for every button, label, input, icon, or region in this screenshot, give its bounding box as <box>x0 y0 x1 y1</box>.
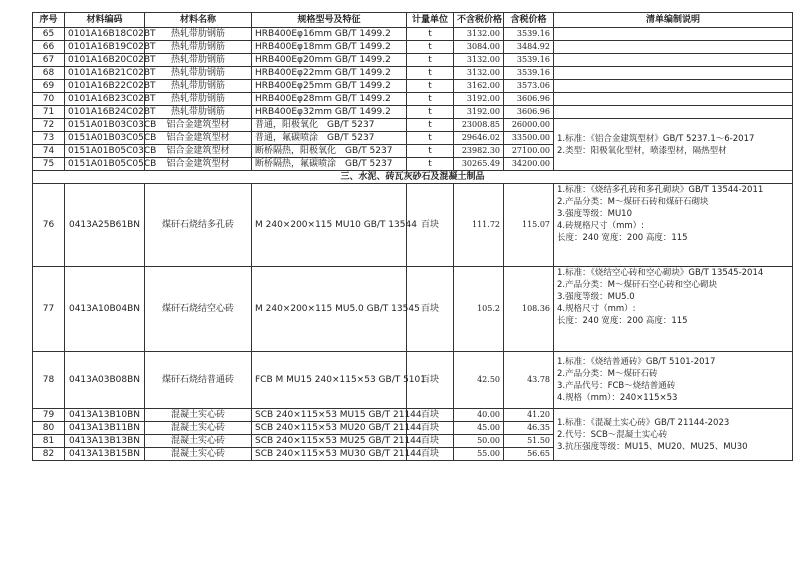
material-code: 0413A13B15BN <box>65 448 145 461</box>
price-inc-tax: 3539.16 <box>504 54 554 67</box>
unit-cell: 百块 <box>407 267 454 352</box>
note-line: 长度：240 宽度：200 高度：115 <box>557 233 688 243</box>
material-code: 0101A16B18C02BT <box>65 28 145 41</box>
material-name: 煤矸石烧结普通砖 <box>145 352 252 409</box>
section-title-row <box>33 171 793 184</box>
header-notes: 清单编制说明 <box>554 13 793 28</box>
table-row <box>33 409 793 422</box>
material-code: 0413A10B04BN <box>65 267 145 352</box>
material-code: 0413A03B08BN <box>65 352 145 409</box>
price-ex-tax: 42.50 <box>454 352 504 409</box>
unit-cell: 百块 <box>407 435 454 448</box>
material-name: 混凝土实心砖 <box>145 409 252 422</box>
note-line: 4.规格尺寸（mm）: <box>557 304 636 314</box>
material-name: 铝合金建筑型材 <box>145 145 252 158</box>
row-number: 74 <box>33 145 65 158</box>
notes-cell <box>554 184 793 267</box>
row-number: 65 <box>33 28 65 41</box>
spec-cell: HRB400Eφ20mm GB/T 1499.2 <box>252 54 407 67</box>
material-code: 0101A16B23C02BT <box>65 93 145 106</box>
spec-cell: M 240×200×115 MU5.0 GB/T 13545 <box>252 267 407 352</box>
header-price-ex-tax: 不含税价格 <box>454 13 504 28</box>
material-name: 铝合金建筑型材 <box>145 119 252 132</box>
material-name: 煤矸石烧结多孔砖 <box>145 184 252 267</box>
spec-cell: HRB400Eφ16mm GB/T 1499.2 <box>252 28 407 41</box>
material-code: 0101A16B21C02BT <box>65 67 145 80</box>
price-inc-tax: 56.65 <box>504 448 554 461</box>
material-code: 0101A16B22C02BT <box>65 80 145 93</box>
price-inc-tax: 26000.00 <box>504 119 554 132</box>
note-line: 2.代号：SCB～混凝土实心砖 <box>557 429 668 440</box>
material-name: 铝合金建筑型材 <box>145 158 252 171</box>
unit-cell: t <box>407 119 454 132</box>
row-number: 73 <box>33 132 65 145</box>
price-inc-tax: 41.20 <box>504 409 554 422</box>
material-code: 0101A16B19C02BT <box>65 41 145 54</box>
price-inc-tax: 33500.00 <box>504 132 554 145</box>
material-name: 热轧带肋钢筋 <box>145 106 252 119</box>
price-ex-tax: 111.72 <box>454 184 504 267</box>
unit-cell: t <box>407 132 454 145</box>
note-line: 2.产品分类：M～煤矸石空心砖和空心砌块 <box>557 280 717 290</box>
row-number: 80 <box>33 422 65 435</box>
material-code: 0413A13B13BN <box>65 435 145 448</box>
note-line: 4.砖规格尺寸（mm）: <box>557 221 645 231</box>
price-ex-tax: 3192.00 <box>454 106 504 119</box>
spec-cell: HRB400Eφ22mm GB/T 1499.2 <box>252 67 407 80</box>
spec-cell: HRB400Eφ32mm GB/T 1499.2 <box>252 106 407 119</box>
price-ex-tax: 3132.00 <box>454 67 504 80</box>
unit-cell: t <box>407 158 454 171</box>
material-code: 0151A01B05C03CB <box>65 145 145 158</box>
price-ex-tax: 23982.30 <box>454 145 504 158</box>
unit-cell: t <box>407 145 454 158</box>
price-inc-tax: 3606.96 <box>504 93 554 106</box>
notes-cell <box>554 119 793 171</box>
note-line: 1.标准：《铝合金建筑型材》GB/T 5237.1～6-2017 <box>557 133 755 144</box>
row-number: 70 <box>33 93 65 106</box>
row-number: 66 <box>33 41 65 54</box>
price-inc-tax: 46.35 <box>504 422 554 435</box>
material-code: 0413A25B61BN <box>65 184 145 267</box>
table-row <box>33 80 793 93</box>
spec-cell: 断桥隔热，氟碳喷涂 GB/T 5237 <box>252 158 407 171</box>
price-inc-tax: 3484.92 <box>504 41 554 54</box>
table-row <box>33 54 793 67</box>
price-ex-tax: 3132.00 <box>454 28 504 41</box>
row-number: 71 <box>33 106 65 119</box>
material-name: 铝合金建筑型材 <box>145 132 252 145</box>
table-row <box>33 93 793 106</box>
price-inc-tax: 3573.06 <box>504 80 554 93</box>
row-number: 69 <box>33 80 65 93</box>
header-unit: 计量单位 <box>407 13 454 28</box>
row-number: 75 <box>33 158 65 171</box>
row-number: 81 <box>33 435 65 448</box>
table-row <box>33 28 793 41</box>
note-line: 1.标准：《混凝土实心砖》GB/T 21144-2023 <box>557 417 730 428</box>
price-ex-tax: 45.00 <box>454 422 504 435</box>
spec-cell: SCB 240×115×53 MU15 GB/T 21144 <box>252 409 407 422</box>
material-code: 0101A16B24C02BT <box>65 106 145 119</box>
notes-cell <box>554 267 793 352</box>
price-ex-tax: 29646.02 <box>454 132 504 145</box>
spec-cell: SCB 240×115×53 MU20 GB/T 21144 <box>252 422 407 435</box>
note-line: 2.产品分类：M～煤矸石砖和煤矸石砌块 <box>557 197 709 207</box>
header-code: 材料编码 <box>65 13 145 28</box>
material-code: 0413A13B11BN <box>65 422 145 435</box>
table-row <box>33 352 793 409</box>
price-inc-tax: 43.78 <box>504 352 554 409</box>
notes-cell <box>554 80 793 93</box>
section-title: 三、水泥、砖瓦灰砂石及混凝土制品 <box>33 171 793 184</box>
price-ex-tax: 105.2 <box>454 267 504 352</box>
spec-cell: 普通，氟碳喷涂 GB/T 5237 <box>252 132 407 145</box>
price-inc-tax: 3539.16 <box>504 67 554 80</box>
unit-cell: t <box>407 93 454 106</box>
price-ex-tax: 40.00 <box>454 409 504 422</box>
unit-cell: 百块 <box>407 352 454 409</box>
notes-cell <box>554 54 793 67</box>
material-name: 热轧带肋钢筋 <box>145 93 252 106</box>
price-inc-tax: 51.50 <box>504 435 554 448</box>
price-inc-tax: 27100.00 <box>504 145 554 158</box>
row-number: 78 <box>33 352 65 409</box>
note-line: 3.强度等级：MU5.0 <box>557 292 635 302</box>
material-code: 0413A13B10BN <box>65 409 145 422</box>
material-name: 混凝土实心砖 <box>145 422 252 435</box>
row-number: 72 <box>33 119 65 132</box>
price-ex-tax: 30265.49 <box>454 158 504 171</box>
notes-cell <box>554 67 793 80</box>
spec-cell: HRB400Eφ28mm GB/T 1499.2 <box>252 93 407 106</box>
material-name: 混凝土实心砖 <box>145 448 252 461</box>
material-name: 混凝土实心砖 <box>145 435 252 448</box>
unit-cell: 百块 <box>407 184 454 267</box>
spec-cell: SCB 240×115×53 MU25 GB/T 21144 <box>252 435 407 448</box>
header-no: 序号 <box>33 13 65 28</box>
notes-cell <box>554 93 793 106</box>
spec-cell: HRB400Eφ25mm GB/T 1499.2 <box>252 80 407 93</box>
note-line: 长度：240 宽度：200 高度：115 <box>557 316 688 326</box>
price-inc-tax: 115.07 <box>504 184 554 267</box>
unit-cell: t <box>407 28 454 41</box>
row-number: 82 <box>33 448 65 461</box>
row-number: 79 <box>33 409 65 422</box>
notes-cell <box>554 352 793 409</box>
price-ex-tax: 3084.00 <box>454 41 504 54</box>
price-ex-tax: 3162.00 <box>454 80 504 93</box>
note-line: 1.标准：《烧结普通砖》GB/T 5101-2017 <box>557 357 716 367</box>
material-name: 热轧带肋钢筋 <box>145 41 252 54</box>
note-line: 1.标准：《烧结多孔砖和多孔砌块》GB/T 13544-2011 <box>557 185 764 195</box>
row-number: 68 <box>33 67 65 80</box>
unit-cell: t <box>407 41 454 54</box>
notes-cell <box>554 409 793 461</box>
spec-cell: 普通，阳极氧化 GB/T 5237 <box>252 119 407 132</box>
material-name: 热轧带肋钢筋 <box>145 54 252 67</box>
row-number: 76 <box>33 184 65 267</box>
table-row <box>33 106 793 119</box>
material-name: 热轧带肋钢筋 <box>145 28 252 41</box>
material-code: 0151A01B03C03CB <box>65 119 145 132</box>
spec-cell: 断桥隔热，阳极氧化 GB/T 5237 <box>252 145 407 158</box>
unit-cell: 百块 <box>407 448 454 461</box>
note-line: 2.产品分类：M～煤矸石砖 <box>557 369 658 379</box>
unit-cell: t <box>407 54 454 67</box>
material-code: 0101A16B20C02BT <box>65 54 145 67</box>
note-line: 2.类型：阳极氧化型材，喷漆型材，隔热型材 <box>557 145 727 156</box>
header-row <box>33 13 793 28</box>
material-name: 煤矸石烧结空心砖 <box>145 267 252 352</box>
table-row <box>33 119 793 132</box>
price-inc-tax: 34200.00 <box>504 158 554 171</box>
table-row <box>33 184 793 267</box>
price-table <box>32 12 793 461</box>
spec-cell: HRB400Eφ18mm GB/T 1499.2 <box>252 41 407 54</box>
price-ex-tax: 50.00 <box>454 435 504 448</box>
unit-cell: t <box>407 106 454 119</box>
spec-cell: FCB M MU15 240×115×53 GB/T 5101 <box>252 352 407 409</box>
price-ex-tax: 3192.00 <box>454 93 504 106</box>
price-ex-tax: 3132.00 <box>454 54 504 67</box>
spec-cell: SCB 240×115×53 MU30 GB/T 21144 <box>252 448 407 461</box>
unit-cell: t <box>407 80 454 93</box>
row-number: 77 <box>33 267 65 352</box>
note-line: 1.标准：《烧结空心砖和空心砌块》GB/T 13545-2014 <box>557 268 764 278</box>
note-line: 3.产品代号：FCB～烧结普通砖 <box>557 381 676 391</box>
notes-cell <box>554 106 793 119</box>
note-line: 4.规格（mm）：240×115×53 <box>557 393 678 403</box>
note-line: 3.强度等级：MU10 <box>557 209 632 219</box>
price-ex-tax: 23008.85 <box>454 119 504 132</box>
spec-cell: M 240×200×115 MU10 GB/T 13544 <box>252 184 407 267</box>
row-number: 67 <box>33 54 65 67</box>
header-price-inc-tax: 含税价格 <box>504 13 554 28</box>
header-name: 材料名称 <box>145 13 252 28</box>
material-code: 0151A01B03C05CB <box>65 132 145 145</box>
table-row <box>33 267 793 352</box>
price-inc-tax: 3539.16 <box>504 28 554 41</box>
material-name: 热轧带肋钢筋 <box>145 67 252 80</box>
price-ex-tax: 55.00 <box>454 448 504 461</box>
notes-cell <box>554 28 793 41</box>
unit-cell: 百块 <box>407 422 454 435</box>
table-row <box>33 67 793 80</box>
price-inc-tax: 3606.96 <box>504 106 554 119</box>
unit-cell: t <box>407 67 454 80</box>
material-code: 0151A01B05C05CB <box>65 158 145 171</box>
material-name: 热轧带肋钢筋 <box>145 80 252 93</box>
notes-cell <box>554 41 793 54</box>
note-line: 3.抗压强度等级：MU15、MU20、MU25、MU30 <box>557 441 748 452</box>
price-inc-tax: 108.36 <box>504 267 554 352</box>
header-spec: 规格型号及特征 <box>252 13 407 28</box>
unit-cell: 百块 <box>407 409 454 422</box>
table-row <box>33 41 793 54</box>
